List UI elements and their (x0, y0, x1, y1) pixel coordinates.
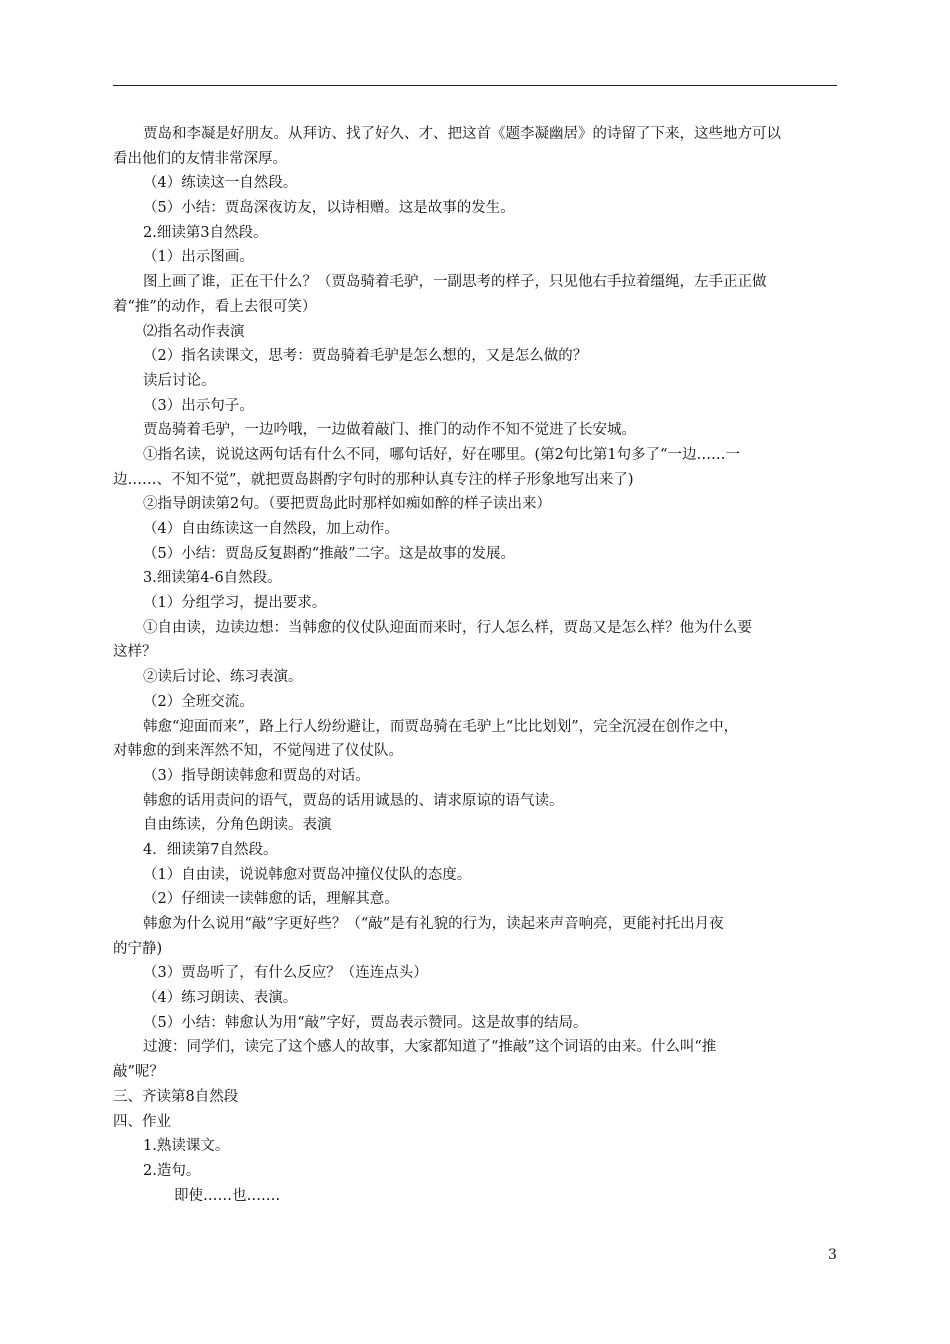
text-line: ②读后讨论、练习表演。 (143, 669, 303, 686)
text-line: 即使……也……. (174, 1187, 281, 1204)
text-line: ②指导朗读第2句。（要把贾岛此时那样如痴如醉的样子读出来） (143, 496, 551, 513)
text-line: 读后讨论。 (143, 372, 216, 389)
text-line: 边……、不知不觉”，就把贾岛斟酌字句时的那种认真专注的样子形象地写出来了) (113, 471, 634, 488)
text-line: 图上画了谁，正在干什么？（贾岛骑着毛驴，一副思考的样子，只见他右手拉着缰绳，左手正正做 (143, 274, 767, 291)
text-line: 韩愈“迎面而来”，路上行人纷纷避让，而贾岛骑在毛驴上“比比划划”，完全沉浸在创作之中， (143, 718, 739, 735)
document-body (113, 122, 837, 1208)
text-line: （4）练读这一自然段。 (143, 175, 298, 192)
text-line: （3）出示句子。 (143, 397, 254, 414)
text-line: 韩愈为什么说用“敲”字更好些？（“敲”是有礼貌的行为，读起来声音响亮，更能衬托出月夜 (143, 916, 724, 932)
text-line: 贾岛骑着毛驴，一边吟哦，一边做着敲门、推门的动作不知不觉进了长安城。 (143, 422, 636, 439)
text-line: 贾岛和李凝是好朋友。从拜访、找了好久、才、把这首《题李凝幽居》的诗留了下来，这些地方可以 (143, 126, 781, 142)
text-line: （2）仔细读一读韩愈的话，理解其意。 (143, 891, 399, 908)
text-line: 对韩愈的到来浑然不知，不觉闯进了仪仗队。 (113, 743, 403, 760)
text-line: （5）小结：贾岛反复斟酌“推敲”二字。这是故事的发展。 (143, 545, 516, 562)
text-line: （3）指导朗读韩愈和贾岛的对话。 (143, 767, 370, 784)
text-line: （1）出示图画。 (143, 249, 254, 266)
text-line: （4）自由练读这一自然段，加上动作。 (143, 521, 399, 537)
text-line: 过渡：同学们，读完了这个感人的故事，大家都知道了“推敲”这个词语的由来。什么叫“推 (143, 1039, 717, 1056)
text-line: 1.熟读课文。 (143, 1138, 230, 1155)
text-line: （4）练习朗读、表演。 (143, 990, 298, 1007)
text-line: （2）全班交流。 (143, 693, 254, 710)
text-line: （5）小结：韩愈认为用“敲”字好，贾岛表示赞同。这是故事的结局。 (143, 1014, 588, 1031)
text-line: （3）贾岛听了，有什么反应？（连连点头） (143, 965, 428, 982)
text-line: 的宁静) (113, 940, 163, 957)
text-line: ①自由读，边读边想：当韩愈的仪仗队迎面而来时，行人怎么样，贾岛又是怎么样？他为什么要 (143, 619, 752, 636)
text-line: ⑵指名动作表演 (143, 323, 245, 340)
page-number: 3 (828, 1247, 837, 1263)
text-line: 这样？ (113, 644, 157, 661)
text-line: 2.造句。 (143, 1162, 201, 1179)
text-line: 4．细读第7自然段。 (143, 841, 278, 858)
text-line: 四、作业 (113, 1113, 171, 1130)
text-line: 看出他们的友情非常深厚。 (113, 150, 287, 167)
text-line: 3.细读第4-6自然段。 (143, 570, 282, 587)
text-line: （5）小结：贾岛深夜访友，以诗相赠。这是故事的发生。 (143, 200, 515, 217)
text-line: 着“推”的动作，看上去很可笑） (113, 298, 317, 315)
header-rule (113, 85, 837, 86)
text-line: 自由练读，分角色朗读。表演 (143, 817, 332, 834)
text-line: 敲”呢？ (113, 1064, 164, 1081)
text-line: （1）自由读，说说韩愈对贾岛冲撞仪仗队的态度。 (143, 866, 472, 883)
text-line: ①指名读，说说这两句话有什么不同，哪句话好，好在哪里。(第2句比第1句多了“一边……一 (143, 446, 741, 463)
text-line: 三、齐读第8自然段 (113, 1088, 239, 1105)
text-line: 2.细读第3自然段。 (143, 224, 268, 241)
text-line: （2）指名读课文，思考：贾岛骑着毛驴是怎么想的，又是怎么做的？ (143, 348, 588, 365)
text-line: 韩愈的话用责问的语气，贾岛的话用诚恳的、请求原谅的语气读。 (143, 792, 564, 809)
text-line: （1）分组学习，提出要求。 (143, 595, 327, 612)
